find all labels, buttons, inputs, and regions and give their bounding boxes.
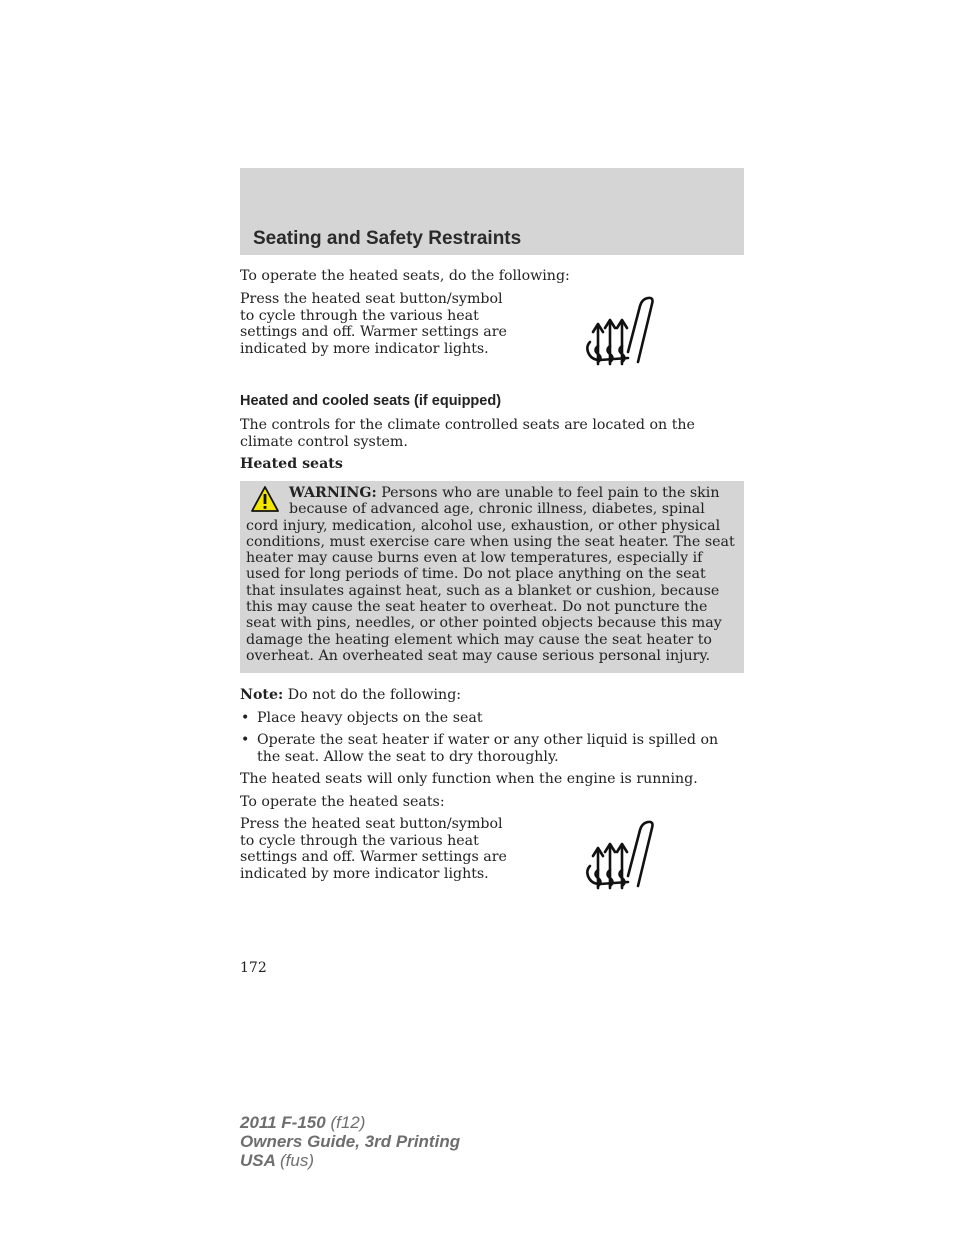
warning-body: Persons who are unable to feel pain to the skin because of advanced age, chronic illness, diabetes, spinal cord injury, medication, alcohol use, exhaustion, or other physical conditions, must exercise care when using the seat heater. The seat heater may cause burns even at low temperatures, especially if used for long periods of time. Do not place anything on the seat that insulates against heat, such as a blanket or cushion, because this may cause the seat heater to overheat. Do not puncture the seat with pins, needles, or other pointed objects because this may damage the heating element which may cause the seat heater to overheat. An overheated seat may cause serious personal injury. xyxy=(246,485,735,664)
warning-label: WARNING: xyxy=(289,485,377,501)
note-list xyxy=(240,710,740,771)
warning-box xyxy=(240,481,744,673)
note: Note: Do not do the following: xyxy=(240,687,462,703)
section-title: Seating and Safety Restraints xyxy=(253,228,522,249)
note-label: Note: xyxy=(240,687,284,703)
warning-text xyxy=(246,485,738,664)
heated-seats-subheading: Heated seats xyxy=(240,456,343,472)
footer-model: 2011 F-150 xyxy=(240,1113,326,1132)
footer-model-code: (f12) xyxy=(330,1113,366,1132)
page-number: 172 xyxy=(240,960,267,976)
list-item: • Operate the seat heater if water or any other liquid is spilled on the seat. Allow the seat to dry thoroughly. xyxy=(241,732,719,765)
footer-region: USA xyxy=(240,1151,276,1170)
heated-seat-icon xyxy=(582,818,662,892)
list-item: • Place heavy objects on the seat xyxy=(241,710,483,726)
section-heading: Heated and cooled seats (if equipped) xyxy=(240,393,502,409)
second-instruction: Press the heated seat button/symbol to cycle through the various heat settings and off. Warmer settings are indicated by more indicator lights. xyxy=(240,816,507,882)
footer-region-code: (fus) xyxy=(280,1151,314,1170)
heated-seat-icon xyxy=(582,294,662,368)
footer-guide: Owners Guide, 3rd Printing xyxy=(240,1132,461,1151)
section-description: The controls for the climate controlled seats are located on the climate control system. xyxy=(240,417,695,450)
intro-instruction: Press the heated seat button/symbol to cycle through the various heat settings and off. Warmer settings are indicated by more indicator lights. xyxy=(240,291,507,357)
intro-lead: To operate the heated seats, do the following: xyxy=(240,268,570,284)
document-footer xyxy=(240,1113,460,1170)
second-lead: To operate the heated seats: xyxy=(240,794,445,810)
engine-note: The heated seats will only function when the engine is running. xyxy=(240,771,698,787)
